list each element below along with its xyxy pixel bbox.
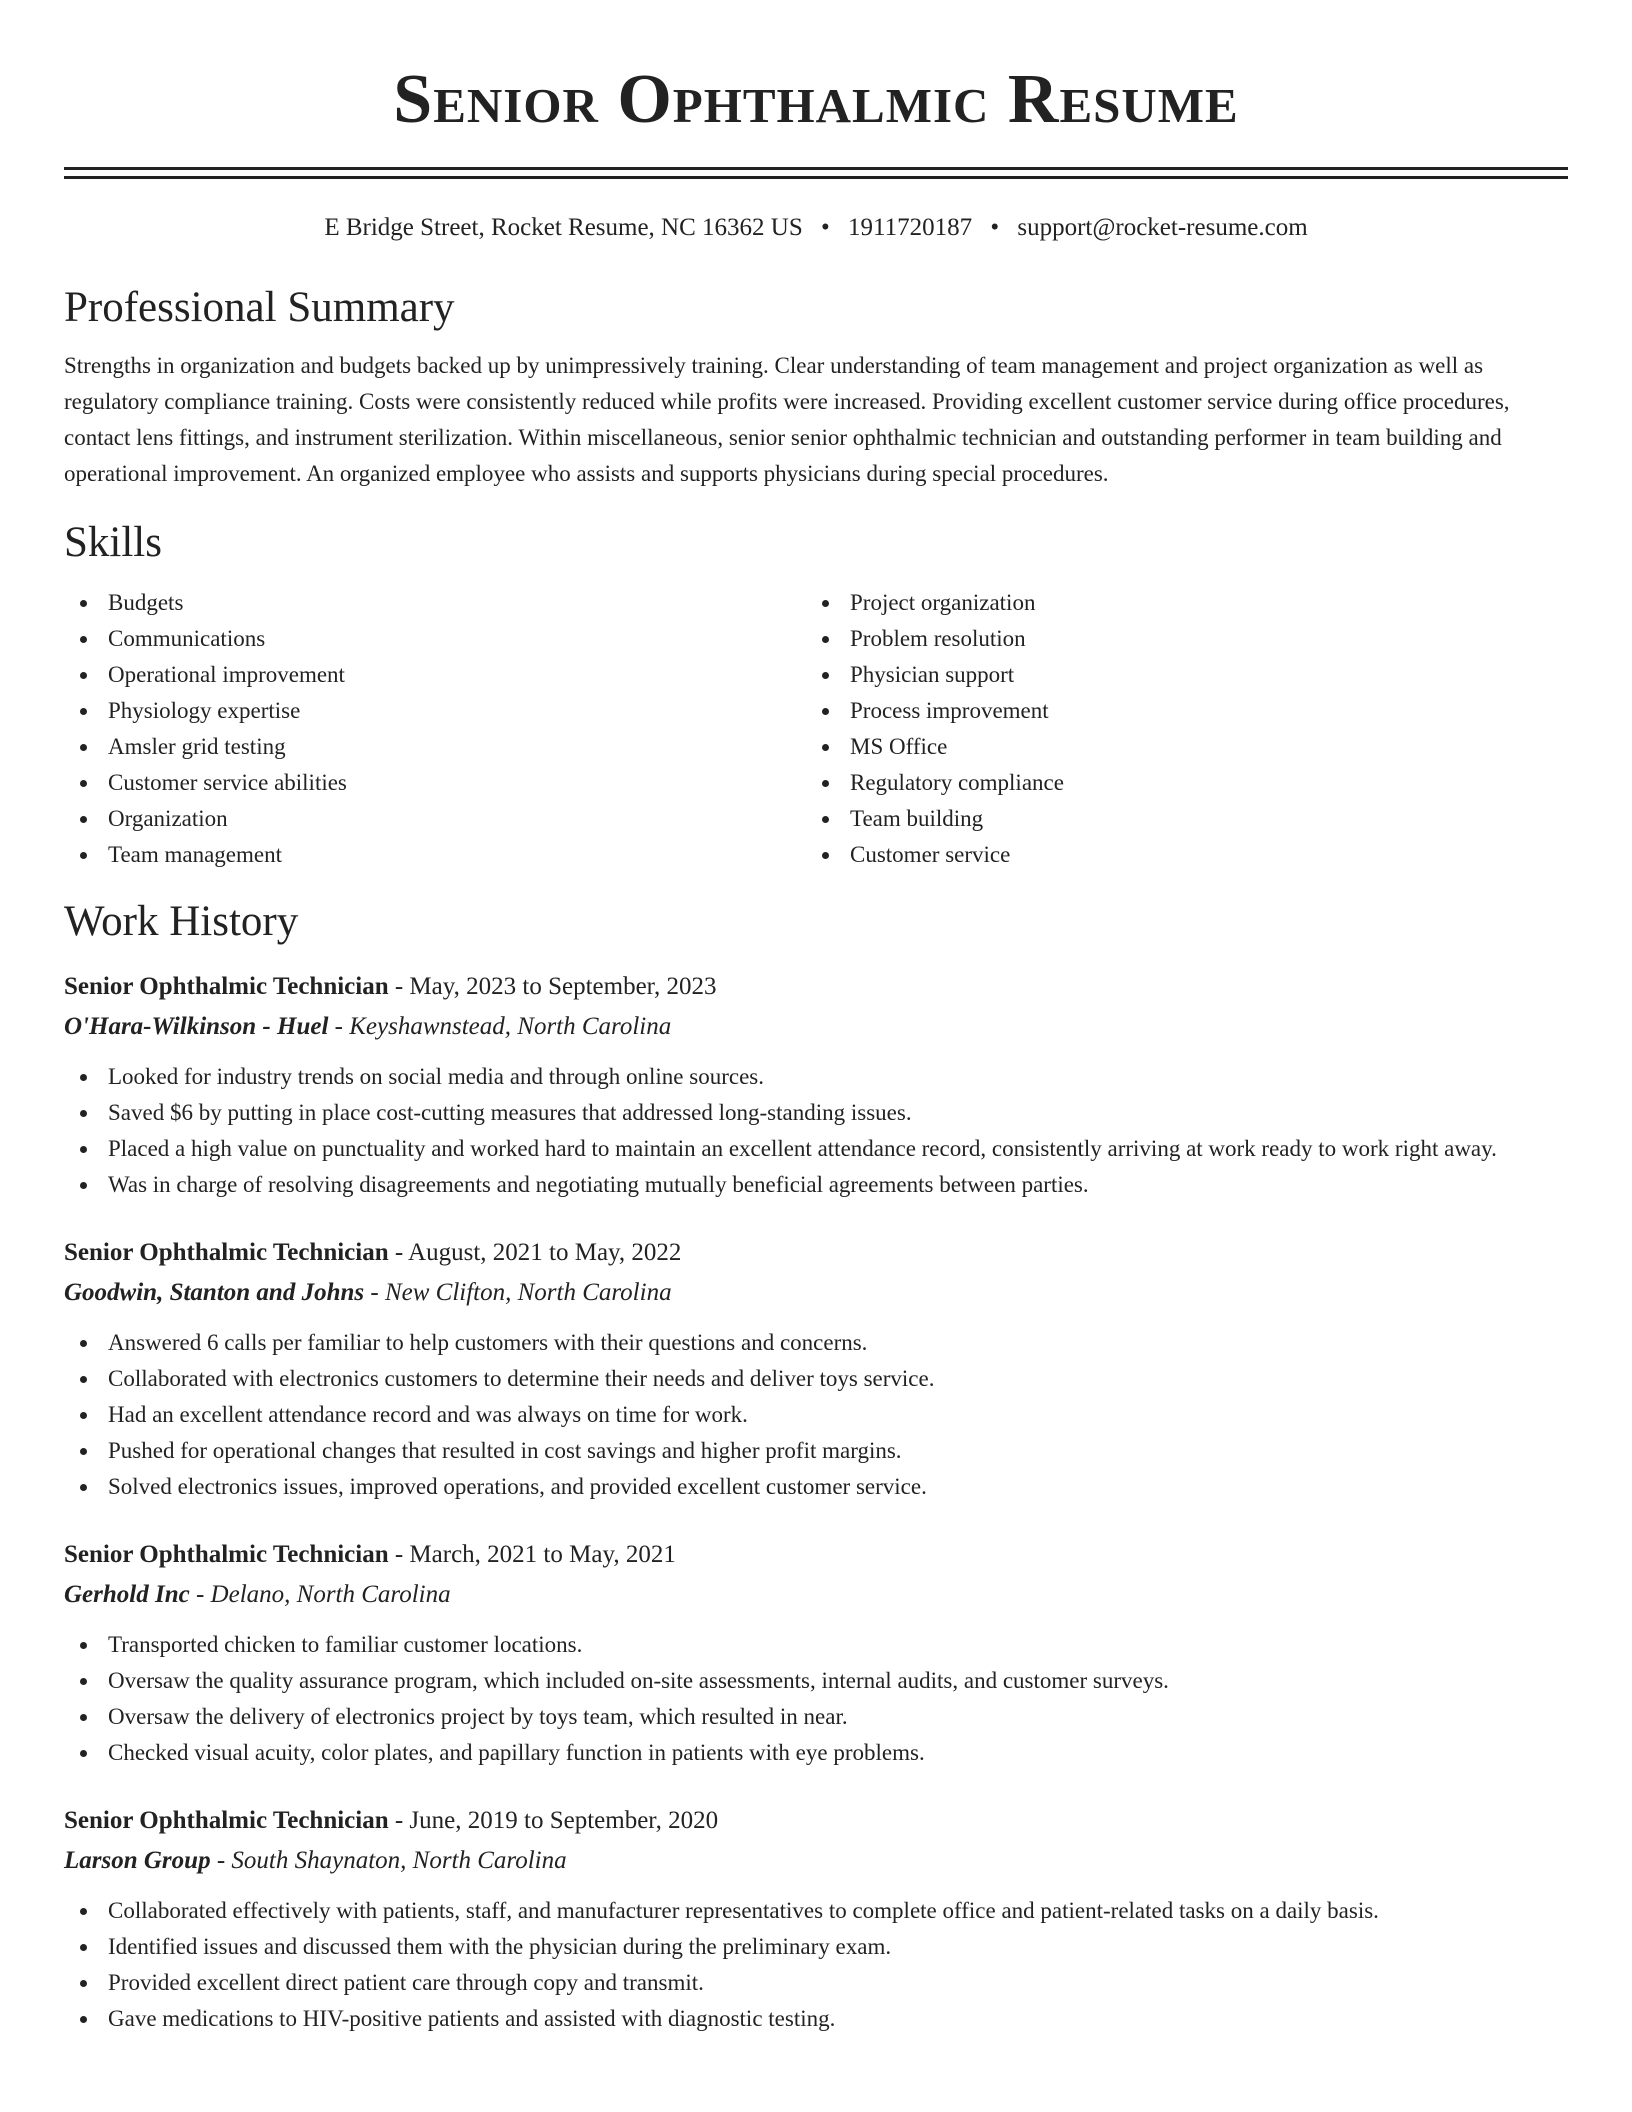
- job-bullet: Oversaw the delivery of electronics project by toys team, which resulted in near.: [64, 1699, 1568, 1735]
- job-title: Senior Ophthalmic Technician: [64, 1807, 389, 1834]
- contact-separator: •: [990, 214, 1000, 241]
- job-title: Senior Ophthalmic Technician: [64, 973, 389, 1000]
- job-bullet: Was in charge of resolving disagreements and negotiating mutually beneficial agreements between parties.: [64, 1167, 1568, 1203]
- skill-item: MS Office: [806, 729, 1548, 765]
- resume-title: Senior Ophthalmic Resume: [393, 61, 1239, 138]
- skills-heading: Skills: [64, 519, 162, 566]
- company-line: [64, 1273, 1568, 1313]
- job-title-line: [64, 967, 1568, 1007]
- title-divider-bottom: [64, 176, 1568, 179]
- skill-item: Problem resolution: [806, 621, 1548, 657]
- company-line: [64, 1575, 1568, 1615]
- company-name: Larson Group: [64, 1847, 211, 1874]
- skill-item: Physician support: [806, 657, 1548, 693]
- company-name: Goodwin, Stanton and Johns: [64, 1279, 365, 1306]
- job-bullet: Solved electronics issues, improved operations, and provided excellent customer service.: [64, 1469, 1568, 1505]
- job-bullet: Oversaw the quality assurance program, which included on-site assessments, internal audits, and customer surveys.: [64, 1663, 1568, 1699]
- summary-text: Strengths in organization and budgets backed up by unimpressively training. Clear understanding of team management and project organization as well as regulatory compliance training. Costs were consistently reduced while profits were increased. Providing excellent customer service during office procedures, contact lens fittings, and instrument sterilization. Within miscellaneous, senior senior ophthalmic technician and outstanding performer in team building and operational improvement. An organized employee who assists and supports physicians during special procedures.: [64, 353, 1510, 486]
- skill-item: Communications: [64, 621, 806, 657]
- contact-email: support@rocket-resume.com: [1017, 214, 1308, 241]
- job-entry: [64, 1801, 1568, 2037]
- job-bullet: Pushed for operational changes that resulted in cost savings and higher profit margins.: [64, 1433, 1568, 1469]
- skills-list: [64, 585, 1568, 873]
- job-bullet: Placed a high value on punctuality and worked hard to maintain an excellent attendance record, consistently arriving at work ready to work right away.: [64, 1131, 1568, 1167]
- job-bullets: [64, 1627, 1568, 1771]
- job-title: Senior Ophthalmic Technician: [64, 1239, 389, 1266]
- job-title-line: [64, 1233, 1568, 1273]
- skill-item: Operational improvement: [64, 657, 806, 693]
- job-title-line: [64, 1535, 1568, 1575]
- job-bullet: Collaborated with electronics customers to determine their needs and deliver toys service.: [64, 1361, 1568, 1397]
- skill-item: Physiology expertise: [64, 693, 806, 729]
- skill-item: Organization: [64, 801, 806, 837]
- skill-item: Customer service: [806, 837, 1548, 873]
- skill-item: Team management: [64, 837, 806, 873]
- job-dates: - May, 2023 to September, 2023: [394, 973, 717, 1000]
- skill-item: Process improvement: [806, 693, 1548, 729]
- company-location: - New Clifton, North Carolina: [370, 1279, 672, 1306]
- job-bullet: Gave medications to HIV-positive patients and assisted with diagnostic testing.: [64, 2001, 1568, 2037]
- contact-line: [64, 213, 1568, 243]
- job-bullets: [64, 1893, 1568, 2037]
- job-bullet: Answered 6 calls per familiar to help customers with their questions and concerns.: [64, 1325, 1568, 1361]
- skill-item: Project organization: [806, 585, 1548, 621]
- skill-item: Regulatory compliance: [806, 765, 1548, 801]
- summary-heading: Professional Summary: [64, 284, 455, 331]
- job-bullet: Looked for industry trends on social media and through online sources.: [64, 1059, 1568, 1095]
- job-bullet: Had an excellent attendance record and was always on time for work.: [64, 1397, 1568, 1433]
- company-name: O'Hara-Wilkinson - Huel: [64, 1013, 329, 1040]
- contact-phone: 1911720187: [848, 214, 973, 241]
- job-bullet: Provided excellent direct patient care through copy and transmit.: [64, 1965, 1568, 2001]
- job-entry: [64, 967, 1568, 1203]
- skills-column-left: [64, 585, 806, 873]
- skill-item: Amsler grid testing: [64, 729, 806, 765]
- job-bullet: Saved $6 by putting in place cost-cutting measures that addressed long-standing issues.: [64, 1095, 1568, 1131]
- job-dates: - March, 2021 to May, 2021: [394, 1541, 676, 1568]
- company-name: Gerhold Inc: [64, 1581, 190, 1608]
- job-entry: [64, 1233, 1568, 1505]
- job-bullet: Identified issues and discussed them with the physician during the preliminary exam.: [64, 1929, 1568, 1965]
- job-entry: [64, 1535, 1568, 1771]
- company-location: - South Shaynaton, North Carolina: [216, 1847, 567, 1874]
- skill-item: Team building: [806, 801, 1548, 837]
- company-line: [64, 1841, 1568, 1881]
- contact-separator: •: [821, 214, 830, 241]
- job-title: Senior Ophthalmic Technician: [64, 1541, 389, 1568]
- company-location: - Keyshawnstead, North Carolina: [334, 1013, 672, 1040]
- skill-item: Budgets: [64, 585, 806, 621]
- company-location: - Delano, North Carolina: [195, 1581, 451, 1608]
- contact-address: E Bridge Street, Rocket Resume, NC 16362 US: [324, 214, 803, 241]
- skill-item: Customer service abilities: [64, 765, 806, 801]
- job-bullet: Collaborated effectively with patients, staff, and manufacturer representatives to complete office and patient-related tasks on a daily basis.: [64, 1893, 1568, 1929]
- job-bullet: Checked visual acuity, color plates, and papillary function in patients with eye problems.: [64, 1735, 1568, 1771]
- job-bullets: [64, 1059, 1568, 1203]
- skills-column-right: [806, 585, 1548, 873]
- job-bullets: [64, 1325, 1568, 1505]
- job-bullet: Transported chicken to familiar customer locations.: [64, 1627, 1568, 1663]
- work-history-heading: Work History: [64, 898, 299, 945]
- job-title-line: [64, 1801, 1568, 1841]
- company-line: [64, 1007, 1568, 1047]
- job-dates: - June, 2019 to September, 2020: [394, 1807, 719, 1834]
- job-dates: - August, 2021 to May, 2022: [394, 1239, 682, 1266]
